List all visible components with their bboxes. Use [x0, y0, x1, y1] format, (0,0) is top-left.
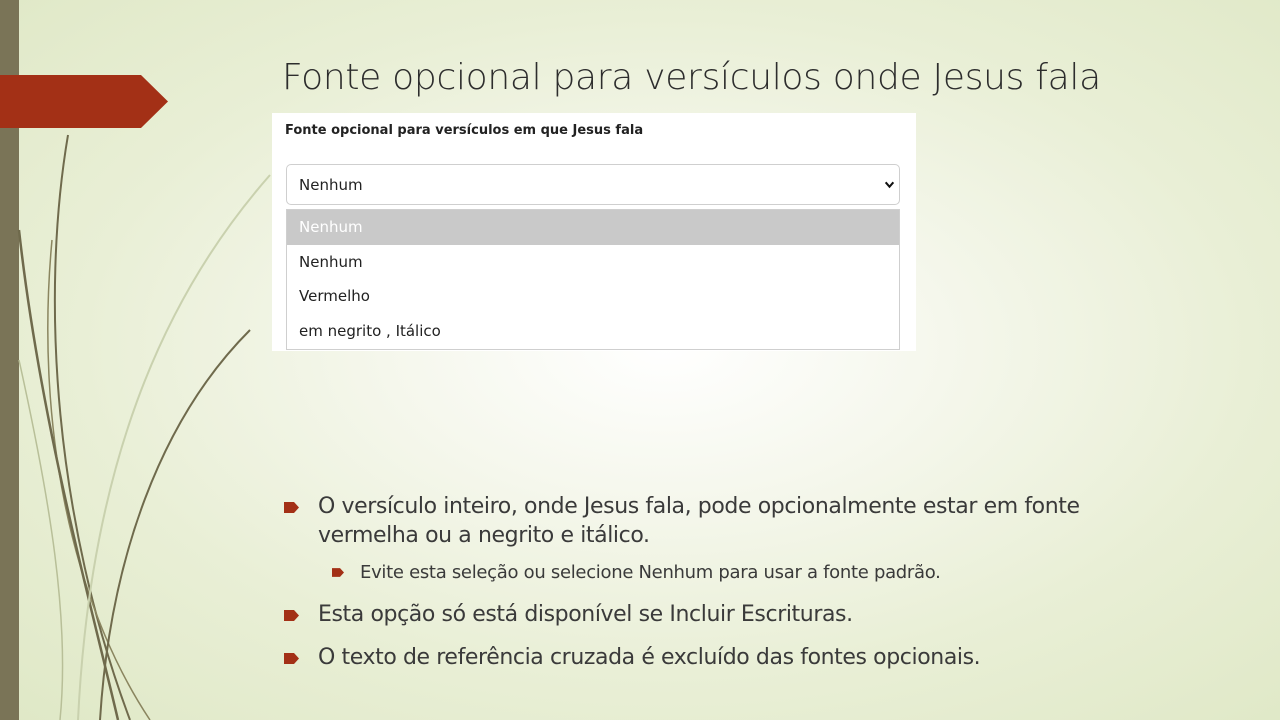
bullet-item	[282, 600, 1182, 629]
arrow-bullet-icon	[284, 610, 299, 621]
bullet-list	[282, 492, 1182, 672]
slide-title: Fonte opcional para versículos onde Jesus fala	[282, 57, 1101, 98]
dropdown-option-nenhum[interactable]: Nenhum	[299, 252, 363, 271]
bullet-text: O versículo inteiro, onde Jesus fala, pode opcionalmente estar em fonte vermelha ou a negrito e itálico.	[318, 494, 1080, 548]
dropdown-option-vermelho[interactable]: Vermelho	[299, 287, 370, 305]
bullet-item	[282, 492, 1182, 550]
arrow-bullet-icon	[284, 502, 299, 513]
arrow-bullet-icon	[284, 653, 299, 664]
dropdown-list	[286, 209, 900, 350]
red-arrow-accent	[0, 75, 168, 128]
bullet-item	[282, 643, 1182, 672]
font-select[interactable]	[286, 164, 900, 205]
arrow-bullet-icon	[332, 568, 344, 577]
sub-bullet-text: Evite esta seleção ou selecione Nenhum para usar a fonte padrão.	[360, 562, 941, 583]
sub-bullet-item	[282, 561, 1182, 585]
chevron-down-icon	[884, 179, 895, 190]
field-label: Fonte opcional para versículos em que Jesus fala	[285, 123, 644, 138]
bullet-text: O texto de referência cruzada é excluído das fontes opcionais.	[318, 645, 981, 670]
dropdown-option-negrito-italico[interactable]: em negrito , Itálico	[299, 321, 441, 340]
dropdown-option-nenhum-highlighted[interactable]: Nenhum	[287, 210, 899, 245]
bullet-text: Esta opção só está disponível se Incluir Escrituras.	[318, 602, 853, 627]
settings-screenshot	[272, 113, 916, 351]
select-value: Nenhum	[299, 176, 363, 194]
